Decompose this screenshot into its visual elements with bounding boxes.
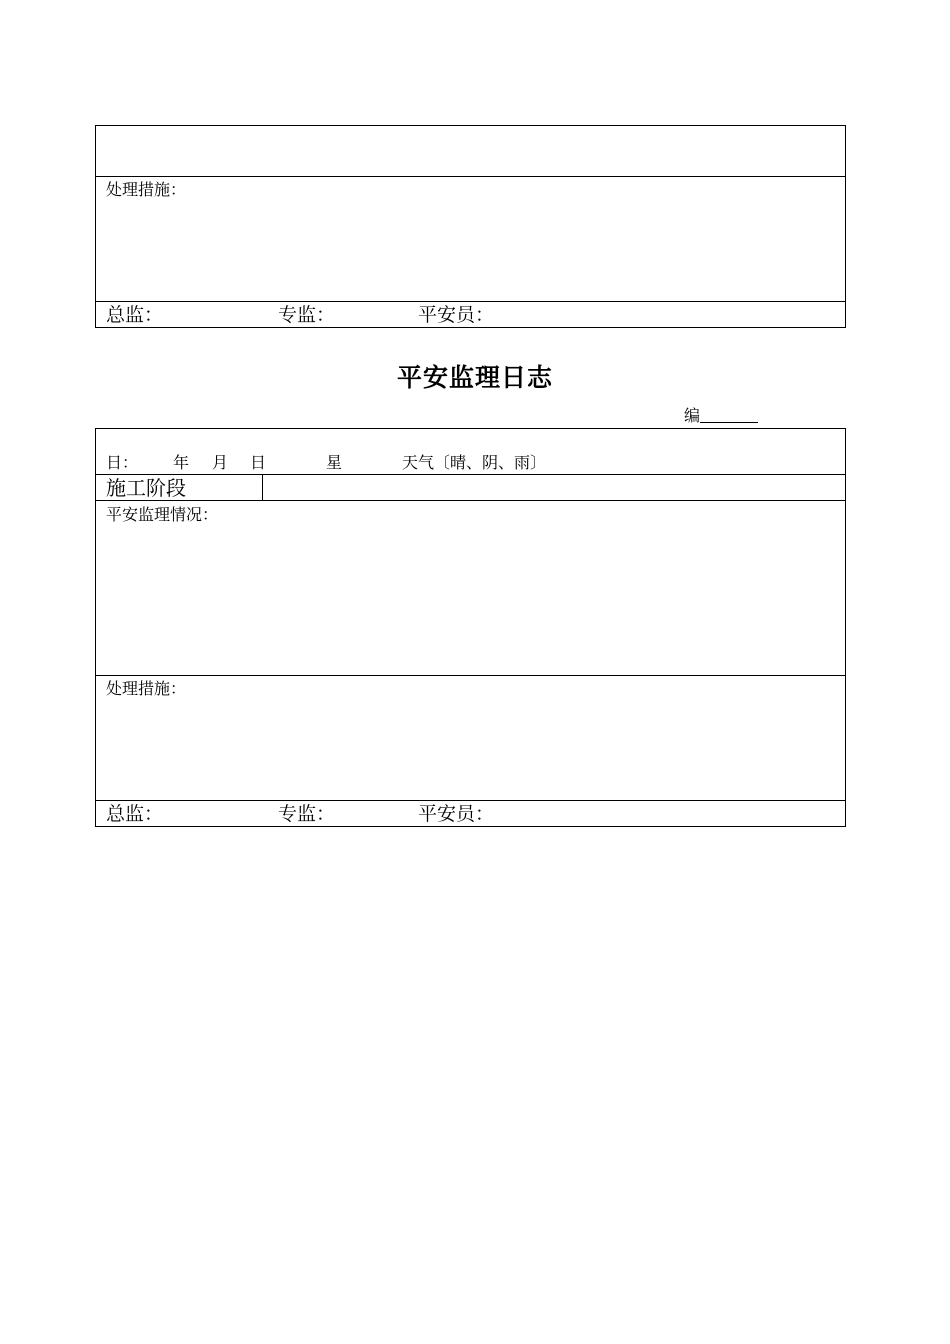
safety-status-field[interactable] [96, 526, 844, 674]
top-form-divider-2 [95, 301, 846, 302]
safety-status-label: 平安监理情况： [106, 505, 219, 524]
log-divider-status [95, 675, 846, 676]
top-specialist-signature-label: 专监： [278, 304, 336, 326]
number-field[interactable] [700, 422, 758, 423]
log-specialist-signature-label: 专监： [278, 803, 336, 825]
year-label: 年 [173, 453, 190, 472]
weekday-label: 星 [326, 453, 343, 472]
top-measures-field[interactable] [96, 200, 844, 300]
top-form-divider-1 [95, 176, 846, 177]
top-measures-label: 处理措施： [106, 180, 187, 199]
construction-stage-field[interactable] [264, 476, 844, 499]
log-measures-field[interactable] [96, 700, 844, 799]
log-safety-officer-signature-label: 平安员： [418, 803, 495, 825]
page-title: 平安监理日志 [396, 363, 553, 392]
log-measures-label: 处理措施： [106, 679, 187, 698]
date-label: 日： [106, 453, 139, 472]
top-chief-signature-label: 总监： [106, 304, 164, 326]
log-divider-measures [95, 800, 846, 801]
day-label: 日 [250, 453, 267, 472]
top-safety-officer-signature-label: 平安员： [418, 304, 495, 326]
log-divider-stage [95, 500, 846, 501]
weather-label: 天气〔晴、阴、雨〕 [402, 453, 547, 472]
number-label: 编 [684, 406, 701, 425]
log-chief-signature-label: 总监： [106, 803, 164, 825]
month-label: 月 [212, 453, 229, 472]
construction-stage-label: 施工阶段 [106, 476, 186, 500]
log-divider-date [95, 474, 846, 475]
log-stage-column-divider [262, 474, 263, 500]
